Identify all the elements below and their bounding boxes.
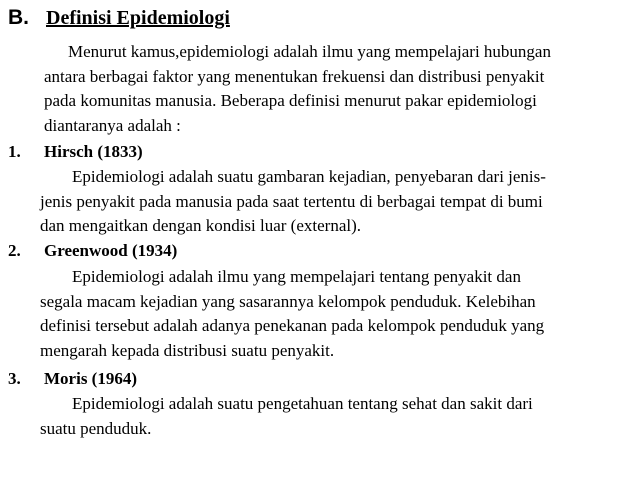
paragraph-line: dan mengaitkan dengan kondisi luar (external). xyxy=(40,216,361,235)
paragraph-line: pada komunitas manusia. Beberapa definisi menurut pakar epidemiologi xyxy=(44,91,537,110)
list-item-number: 1. xyxy=(8,142,21,161)
list-item-number: 3. xyxy=(8,369,21,388)
list-item-number: 2. xyxy=(8,241,21,260)
paragraph-line: segala macam kejadian yang sasarannya kelompok penduduk. Kelebihan xyxy=(40,291,536,311)
paragraph-line: Epidemiologi adalah suatu pengetahuan tentang sehat dan sakit dari xyxy=(72,394,533,413)
list-item-paragraph xyxy=(40,265,544,363)
paragraph-line: jenis penyakit pada manusia pada saat tertentu di berbagai tempat di bumi xyxy=(40,191,543,211)
paragraph-line: suatu penduduk. xyxy=(40,418,152,438)
paragraph-line: diantaranya adalah : xyxy=(44,115,181,135)
paragraph-line: antara berbagai faktor yang menentukan frekuensi dan distribusi penyakit xyxy=(44,66,545,86)
paragraph-line: Epidemiologi adalah suatu gambaran kejadian, penyebaran dari jenis- xyxy=(72,167,546,186)
list-item-paragraph xyxy=(40,392,533,441)
list-item-title: Hirsch (1833) xyxy=(44,142,143,161)
list-item-heading xyxy=(8,367,137,391)
section-title: Definisi Epidemiologi xyxy=(46,7,230,29)
list-item-heading xyxy=(8,140,143,164)
section-heading xyxy=(8,5,230,30)
list-item-title: Greenwood (1934) xyxy=(44,241,178,260)
list-item-paragraph xyxy=(40,165,546,239)
section-letter: B. xyxy=(8,6,29,29)
paragraph-line: definisi tersebut adalah adanya penekanan pada kelompok penduduk yang xyxy=(40,316,545,335)
list-item-title: Moris (1964) xyxy=(44,369,138,388)
paragraph-line: Epidemiologi adalah ilmu yang mempelajari tentang penyakit dan xyxy=(72,267,521,286)
paragraph-line: mengarah kepada distribusi suatu penyakit. xyxy=(40,340,335,360)
list-item-heading xyxy=(8,239,177,263)
paragraph-line: Menurut kamus,epidemiologi adalah ilmu yang mempelajari hubungan xyxy=(68,42,551,61)
intro-paragraph xyxy=(44,40,551,138)
